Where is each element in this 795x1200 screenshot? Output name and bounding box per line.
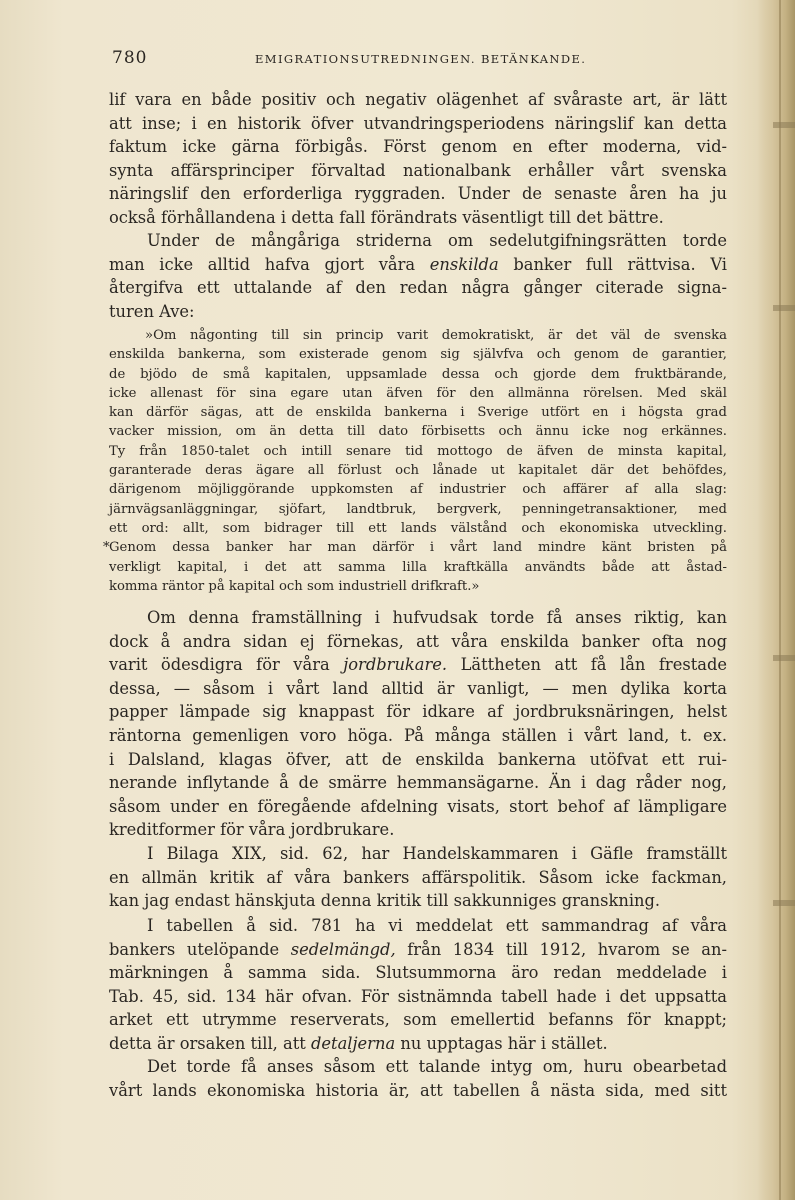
text-line: Tab. 45, sid. 134 här ofvan. För sistnämnda tabell hade i det uppsatta (109, 986, 727, 1006)
text-line: faktum icke gärna förbigås. Först genom en efter moderna, vid- (109, 137, 727, 157)
footnote-marker: * (103, 540, 110, 556)
italic-term: sedelmängd, (290, 939, 396, 959)
text-line: i Dalsland, klagas öfver, att de enskilda bankerna utöfvat ett rui- (109, 749, 727, 769)
text-line: märkningen å samma sida. Slutsummorna äro redan meddelade i (109, 963, 727, 983)
text-line: att inse; i en historik öfver utvandringsperiodens näringslif kan detta (109, 113, 727, 133)
page-edge (757, 0, 795, 1200)
italic-term: enskilda (429, 254, 499, 274)
text-line: en allmän kritik af våra bankers affärspolitik. Såsom icke fackman, (109, 867, 727, 887)
paragraph-5 (109, 914, 727, 1056)
quote-line: komma räntor på kapital och som industriell drifkraft.» (109, 578, 480, 594)
text-line: I tabellen å sid. 781 ha vi meddelat ett sammandrag af våra (147, 916, 727, 935)
paragraph-1 (109, 88, 727, 230)
quote-line: ett ord: allt, som bidrager till ett lands välstånd och ekonomiska utveckling. (109, 520, 727, 536)
quote-line: verkligt kapital, i det att samma lilla kraftkälla användts både att åstad- (109, 559, 727, 575)
text-line: dessa, — såsom i vårt land alltid är vanligt, — men dylika korta (109, 678, 727, 698)
paragraph-4 (109, 842, 727, 913)
margin-mark (773, 655, 795, 661)
text-line: Om denna framställning i hufvudsak torde få anses riktig, kan (147, 608, 727, 627)
running-head: EMIGRATIONSUTREDNINGEN. BETÄNKANDE. (255, 52, 587, 66)
quote-line: kan därför sägas, att de enskilda bankerna i Sverige utfört en i högsta grad (109, 405, 727, 421)
text-line: arket ett utrymme reserverats, som emellertid befanns för knappt; (109, 1010, 727, 1030)
paragraph-3 (109, 606, 727, 842)
quote-line: därigenom möjliggörande uppkomsten af industrier och affärer af alla slag: (109, 482, 727, 498)
margin-mark (773, 305, 795, 311)
text-line: synta affärsprinciper förvaltad nationalbank erhåller vårt svenska (109, 160, 727, 180)
quote-line: enskilda bankerna, som existerade genom sig självfva och genom de garantier, (109, 347, 727, 363)
paragraph-2 (109, 229, 727, 323)
quote-line: * Genom dessa banker har man därför i vårt land mindre känt bristen på (109, 538, 727, 557)
text-line: man icke alltid hafva gjort våra enskilda banker full rättvisa. Vi (109, 254, 727, 274)
margin-mark (773, 122, 795, 128)
text-line: Det torde få anses såsom ett talande intyg om, huru obearbetad (147, 1057, 727, 1076)
text-line: I Bilaga XIX, sid. 62, har Handelskammaren i Gäfle framställt (147, 844, 727, 863)
quote-line: Ty från 1850-talet och intill senare tid mottogo de äfven de minsta kapital, (109, 443, 727, 459)
text-line: såsom under en föregående afdelning visats, stort behof af lämpligare (109, 796, 727, 816)
block-quote (103, 326, 727, 596)
text-line: kreditformer för våra jordbrukare. (109, 820, 395, 840)
text-line: räntorna gemenligen voro höga. På många ställen i vårt land, t. ex. (109, 725, 727, 745)
text-line: bankers utelöpande sedelmängd, från 1834 till 1912, hvarom se an- (109, 939, 727, 959)
text-line: lif vara en både positiv och negativ olägenhet af svåraste art, är lätt (109, 90, 727, 109)
text-line: Under de mångåriga striderna om sedelutgifningsrätten torde (147, 231, 727, 250)
quote-line: de bjödo de små kapitalen, uppsamlade dessa och gjorde dem fruktbärande, (109, 366, 727, 382)
italic-term: jordbrukare. (343, 655, 448, 675)
text-line: turen Ave: (109, 301, 195, 321)
paragraph-6 (109, 1055, 727, 1102)
italic-term: detaljerna (310, 1033, 396, 1053)
quote-line: garanterade deras ägare all förlust och lånade ut kapitalet där det behöfdes, (109, 463, 727, 479)
quote-line: vacker mission, om än detta till dato förbisetts och ännu icke nog erkännes. (109, 424, 727, 440)
page-header (112, 48, 732, 72)
page-number: 780 (112, 48, 148, 68)
quote-line: »Om någonting till sin princip varit demokratiskt, är det väl de svenska (145, 328, 727, 343)
text-line: kan jag endast hänskjuta denna kritik till sakkunniges granskning. (109, 891, 661, 911)
text-line: varit ödesdigra för våra jordbrukare. Lättheten att få lån frestade (109, 655, 728, 675)
margin-mark (773, 900, 795, 906)
quote-line: icke allenast för sina egare utan äfven för den allmänna rörelsen. Med skäl (109, 385, 727, 401)
text-line: papper lämpade sig knappast för idkare af jordbruksnäringen, helst (109, 702, 727, 722)
text-line: näringslif den erforderliga ryggraden. Under de senaste åren ha ju (109, 184, 727, 204)
page-fold-line (779, 0, 781, 1200)
text-line: återgifva ett uttalande af den redan några gånger citerade signa- (109, 278, 727, 298)
text-line: nerande inflytande å de smärre hemmansägarne. Än i dag råder nog, (109, 773, 727, 793)
quote-line: järnvägsanläggningar, sjöfart, landtbruk, bergverk, penningetransaktioner, med (109, 501, 727, 517)
text-line: också förhållandena i detta fall förändrats väsentligt till det bättre. (109, 207, 664, 227)
text-line: dock å andra sidan ej förnekas, att våra enskilda banker ofta nog (109, 631, 727, 651)
text-line: detta är orsaken till, att detaljerna nu upptagas här i stället. (109, 1033, 608, 1053)
text-line: vårt lands ekonomiska historia är, att tabellen å nästa sida, med sitt (109, 1080, 727, 1100)
